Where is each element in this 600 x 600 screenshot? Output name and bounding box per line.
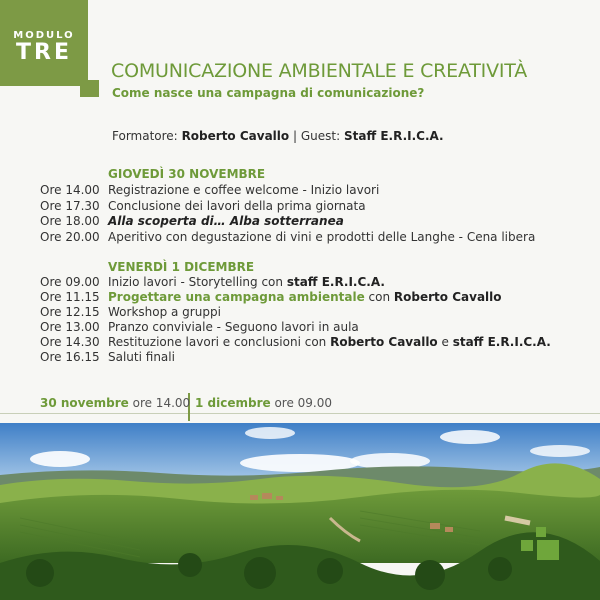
module-badge [0, 0, 88, 86]
footer-divider [0, 413, 600, 414]
module-label-big: TRE [16, 40, 72, 65]
schedule-text-highlight: Progettare una campagna ambientale [108, 290, 365, 304]
schedule-time: Ore 20.00 [40, 230, 100, 244]
schedule-text: Registrazione e coffee welcome - Inizio lavori [108, 183, 380, 197]
schedule-text-bold: Roberto Cavallo [330, 335, 438, 349]
schedule-time: Ore 12.15 [40, 305, 100, 319]
time-2: ore 09.00 [270, 396, 333, 410]
schedule-text-bold: staff E.R.I.C.A. [452, 335, 551, 349]
schedule-text-part: Inizio lavori - Storytelling con [108, 275, 287, 289]
guest-label: Guest: [300, 129, 341, 143]
decorative-square [536, 527, 546, 537]
schedule-time: Ore 18.00 [40, 214, 100, 228]
schedule-text-bold: staff E.R.I.C.A. [286, 275, 385, 289]
module-label-small: MODULO [13, 30, 75, 41]
schedule-text: Alla scoperta di… Alba sotterranea [108, 214, 344, 228]
schedule-text [108, 275, 385, 289]
schedule-text: Conclusione dei lavori della prima giornata [108, 199, 366, 213]
trainer-separator: | [292, 129, 298, 143]
decorative-square [521, 540, 533, 551]
date-session-1 [40, 396, 190, 410]
schedule-text-part: Restituzione lavori e conclusioni con [108, 335, 331, 349]
schedule-text-part: con [364, 290, 394, 304]
schedule-text-part: e [437, 335, 453, 349]
guest-name: Staff E.R.I.C.A. [343, 129, 444, 143]
schedule-time: Ore 17.30 [40, 199, 100, 213]
formatore-name: Roberto Cavallo [181, 129, 290, 143]
schedule-text: Workshop a gruppi [108, 305, 221, 319]
schedule-text [108, 290, 502, 304]
trainer-line [112, 129, 444, 143]
day1-heading: GIOVEDÌ 30 NOVEMBRE [108, 167, 266, 181]
day2-heading: VENERDÌ 1 DICEMBRE [108, 260, 255, 274]
date-2: 1 dicembre [195, 396, 271, 410]
schedule-time: Ore 14.30 [40, 335, 100, 349]
decorative-square [80, 80, 99, 97]
decorative-square [537, 540, 559, 560]
schedule-text: Pranzo conviviale - Seguono lavori in aula [108, 320, 359, 334]
schedule-time: Ore 14.00 [40, 183, 100, 197]
schedule-time: Ore 16.15 [40, 350, 100, 364]
formatore-label: Formatore: [112, 129, 178, 143]
schedule-text-bold: Roberto Cavallo [393, 290, 502, 304]
schedule-time: Ore 11.15 [40, 290, 100, 304]
schedule-text: Aperitivo con degustazione di vini e prodotti delle Langhe - Cena libera [108, 230, 536, 244]
schedule-time: Ore 13.00 [40, 320, 100, 334]
date-session-2 [195, 396, 332, 410]
time-1: ore 14.00 [128, 396, 191, 410]
schedule-time: Ore 09.00 [40, 275, 100, 289]
page-title: COMUNICAZIONE AMBIENTALE E CREATIVITÀ [111, 60, 528, 82]
landscape-photo [0, 423, 600, 600]
schedule-text: Saluti finali [108, 350, 175, 364]
page-subtitle: Come nasce una campagna di comunicazione? [112, 86, 425, 100]
schedule-text [108, 335, 551, 349]
date-1: 30 novembre [40, 396, 129, 410]
